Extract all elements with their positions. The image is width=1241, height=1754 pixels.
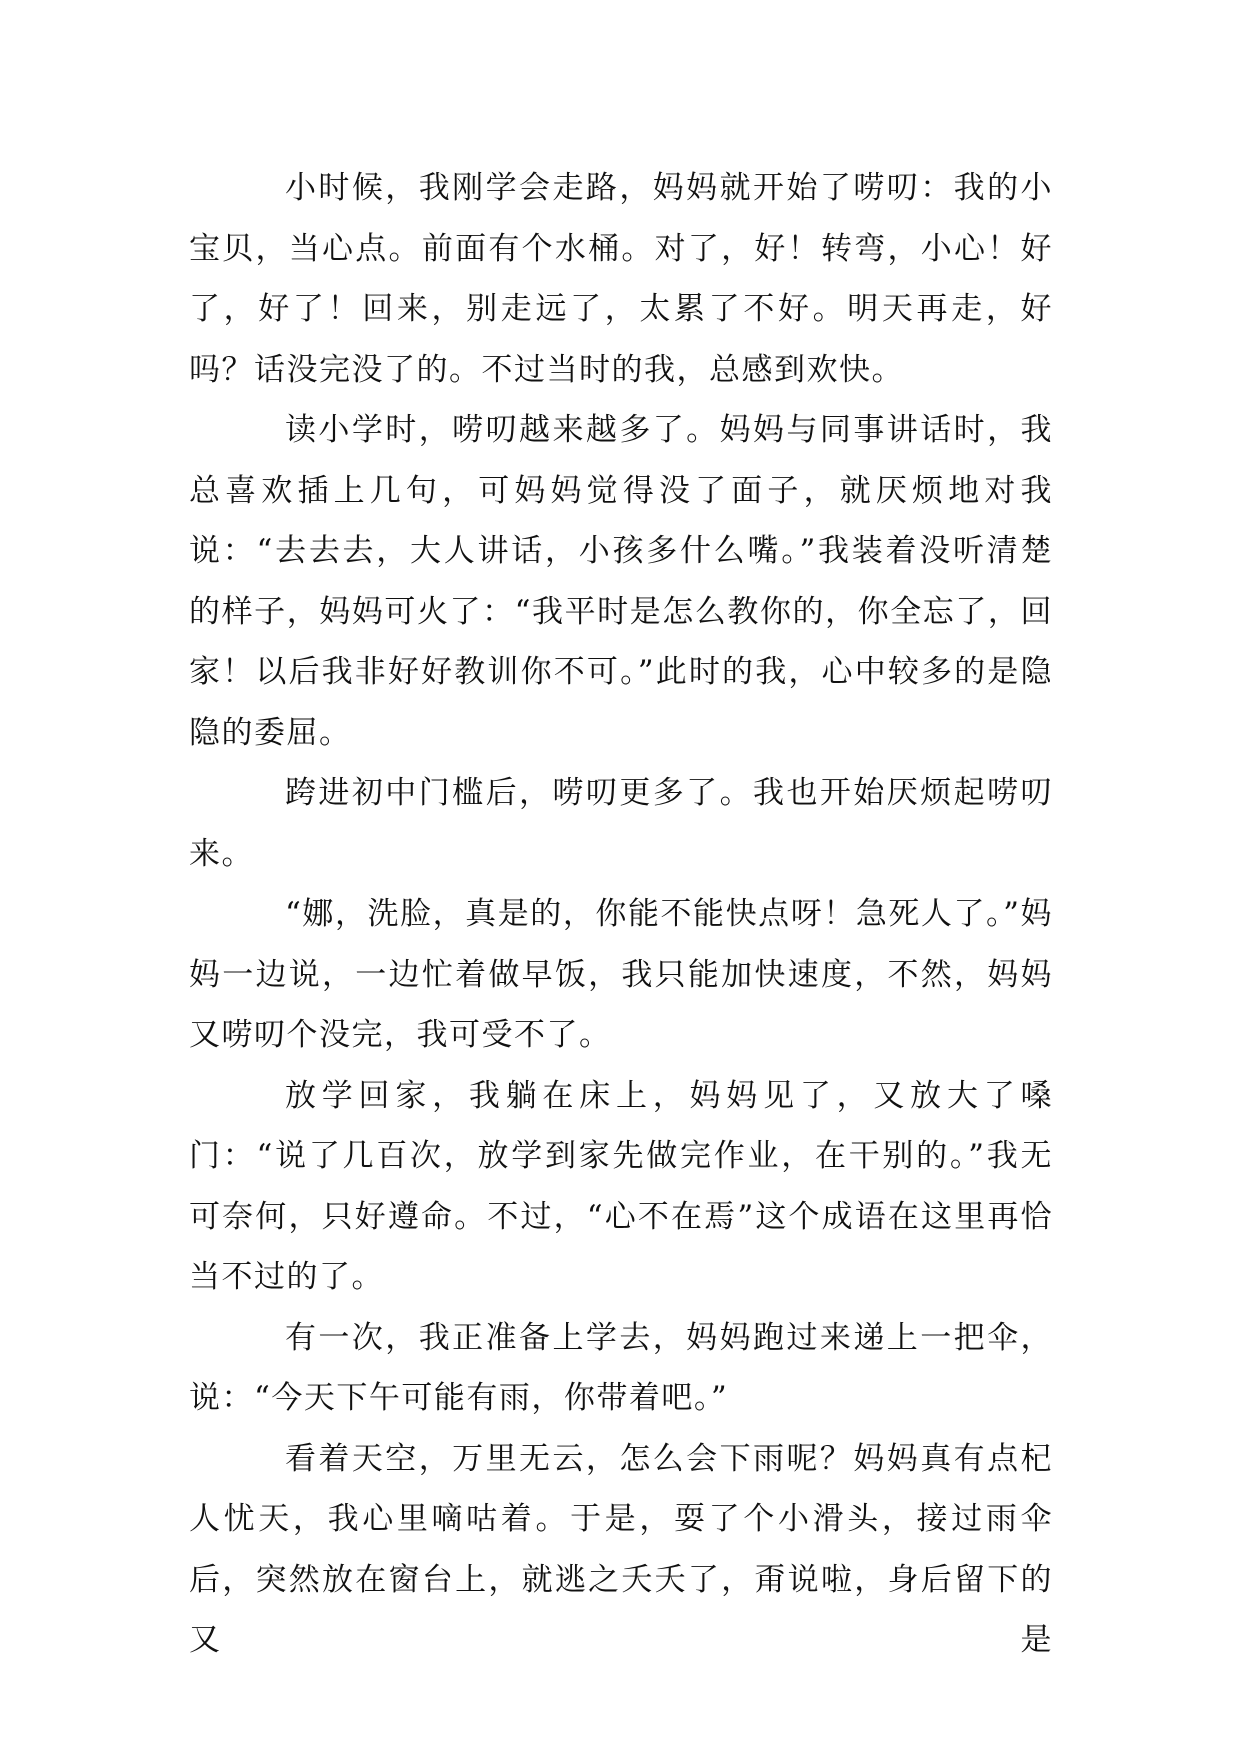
paragraph-7: 看着天空，万里无云，怎么会下雨呢？妈妈真有点杞人忧天，我心里嘀咕着。于是，耍了个小滑头，接过雨伞后，突然放在窗台上，就逃之夭夭了，甭说啦，身后留下的又是 (189, 1440, 1053, 1658)
paragraph-3: 跨进初中门槛后，唠叨更多了。我也开始厌烦起唠叨来。 (189, 775, 1053, 872)
paragraph-1: 小时候，我刚学会走路，妈妈就开始了唠叨：我的小宝贝，当心点。前面有个水桶。对了，好！转弯，小心！好了，好了！回来，别走远了，太累了不好。明天再走，好吗？话没完没了的。不过当时的我，总感到欢快。 (189, 170, 1053, 388)
paragraph-6: 有一次，我正准备上学去，妈妈跑过来递上一把伞，说：“今天下午可能有雨，你带着吧。” (189, 1319, 1053, 1416)
article-body (189, 158, 1053, 1671)
paragraph-4: “娜，洗脸，真是的，你能不能快点呀！急死人了。”妈妈一边说，一边忙着做早饭，我只能加快速度，不然，妈妈又唠叨个没完，我可受不了。 (189, 896, 1053, 1053)
paragraph-2: 读小学时，唠叨越来越多了。妈妈与同事讲话时，我总喜欢插上几句，可妈妈觉得没了面子，就厌烦地对我说：“去去去，大人讲话，小孩多什么嘴。”我装着没听清楚的样子，妈妈可火了：“我平时是怎么教你的，你全忘了，回家！以后我非好好教训你不可。”此时的我，心中较多的是隐隐的委屈。 (189, 412, 1053, 751)
paragraph-5: 放学回家，我躺在床上，妈妈见了，又放大了嗓门：“说了几百次，放学到家先做完作业，在干别的。”我无可奈何，只好遵命。不过，“心不在焉”这个成语在这里再恰当不过的了。 (189, 1077, 1053, 1295)
